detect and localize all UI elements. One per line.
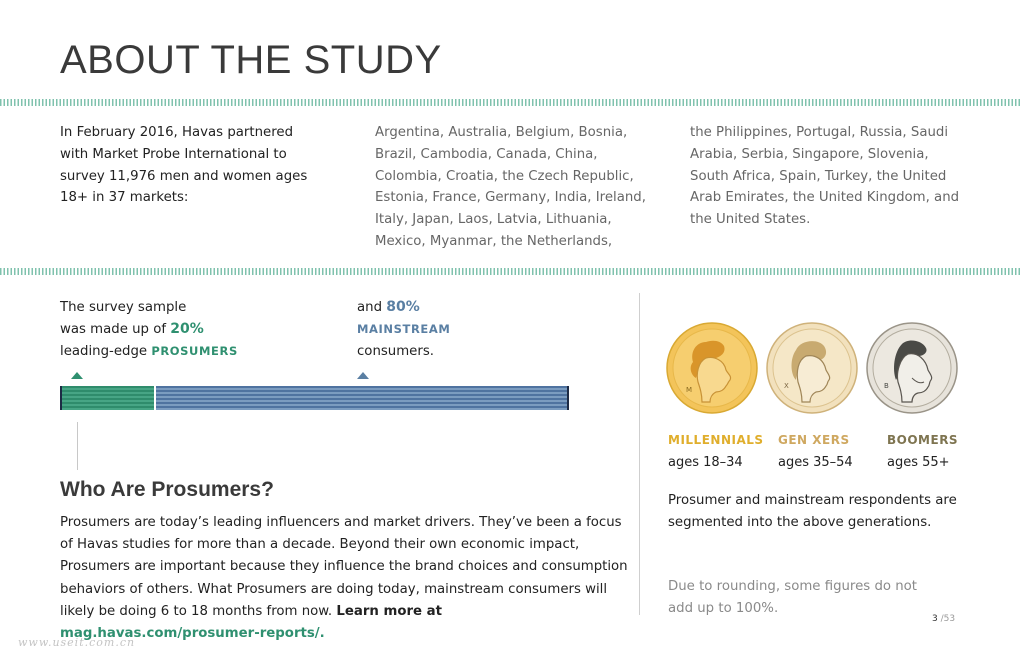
- prosumer-share-text: [60, 297, 300, 362]
- millennials-label: MILLENNIALS: [668, 433, 764, 447]
- prosumer-reports-link[interactable]: mag.havas.com/prosumer-reports/.: [60, 626, 325, 642]
- mainstream-line-1: [357, 297, 557, 319]
- millennials-ages: ages 18–34: [668, 455, 743, 470]
- prosumer-line-1: The survey sample: [60, 300, 187, 315]
- page-title: ABOUT THE STUDY: [60, 38, 442, 82]
- rounding-note: Due to rounding, some figures do not add up to 100%.: [668, 579, 918, 616]
- millennial-coin-icon: [666, 322, 758, 414]
- mainstream-label: MAINSTREAM: [357, 321, 451, 336]
- prosumer-percent: 20%: [170, 320, 204, 337]
- prosumers-heading: Who Are Prosumers?: [60, 478, 274, 501]
- sample-split-bar: [60, 386, 569, 410]
- boomer-coin-icon: [866, 322, 958, 414]
- intro-column-2: Argentina, Australia, Belgium, Bosnia, Brazil, Cambodia, Canada, China, Colombia, Croatia, the Czech Republic, Estonia, France, Germany, India, Ireland, Italy, Japan, Laos, Latvia, Lithuania, Mexico, Myanmar, the Netherlands,: [375, 125, 646, 249]
- mainstream-suffix: consumers.: [357, 343, 434, 359]
- intro-column-1: In February 2016, Havas partnered with Market Probe International to survey 11,976 men and women ages 18+ in 37 markets:: [60, 125, 308, 206]
- genx-coin-icon: [766, 322, 858, 414]
- page-current: 3: [932, 614, 938, 624]
- prosumer-line-3: [60, 341, 300, 363]
- leader-line: [77, 422, 78, 470]
- watermark: www.useit.com.cn: [18, 636, 136, 649]
- boomers-label: BOOMERS: [887, 433, 959, 447]
- learn-more-text: Learn more at: [336, 603, 443, 619]
- genx-label: GEN XERS: [778, 433, 850, 447]
- page-separator: /: [940, 614, 944, 624]
- page-number: [932, 614, 955, 624]
- prosumer-line-2-prefix: was made up of: [60, 321, 167, 337]
- millennial-coin-letter: M: [686, 386, 693, 394]
- prosumers-body: [60, 512, 630, 645]
- segmentation-note: Prosumer and mainstream respondents are segmented into the above generations.: [668, 493, 957, 530]
- boomers-ages: ages 55+: [887, 455, 950, 470]
- genx-ages: ages 35–54: [778, 455, 853, 470]
- bar-segment-prosumers: [62, 386, 156, 410]
- mainstream-pointer-icon: [357, 372, 369, 379]
- vertical-divider: [639, 293, 640, 615]
- page-total: 53: [943, 614, 956, 624]
- prosumer-label: PROSUMERS: [151, 343, 238, 358]
- prosumer-pointer-icon: [71, 372, 83, 379]
- mainstream-prefix: and: [357, 300, 383, 315]
- prosumer-line-2: [60, 319, 300, 341]
- top-dotted-divider: [0, 99, 1020, 106]
- prosumer-line-3-prefix: leading-edge: [60, 343, 148, 359]
- mainstream-percent: 80%: [386, 299, 420, 315]
- mainstream-share-text: [357, 297, 557, 362]
- boomer-coin-letter: B: [884, 382, 889, 390]
- bar-segment-mainstream: [156, 386, 567, 410]
- genx-coin-letter: X: [784, 382, 789, 390]
- prosumers-body-text: Prosumers are today’s leading influencers and market drivers. They’ve been a focus of Havas studies for more than a decade. Beyond their own economic impact, Prosumers are important because they influence the brand choices and consumption behaviors of others. What Prosumers are doing today, mainstream consumers will likely be doing 6 to 18 months from now.: [60, 515, 628, 619]
- middle-dotted-divider: [0, 268, 1020, 275]
- intro-column-3: the Philippines, Portugal, Russia, Saudi Arabia, Serbia, Singapore, Slovenia, South Africa, Spain, Turkey, the United Arab Emirates, the United Kingdom, and the United States.: [690, 125, 960, 228]
